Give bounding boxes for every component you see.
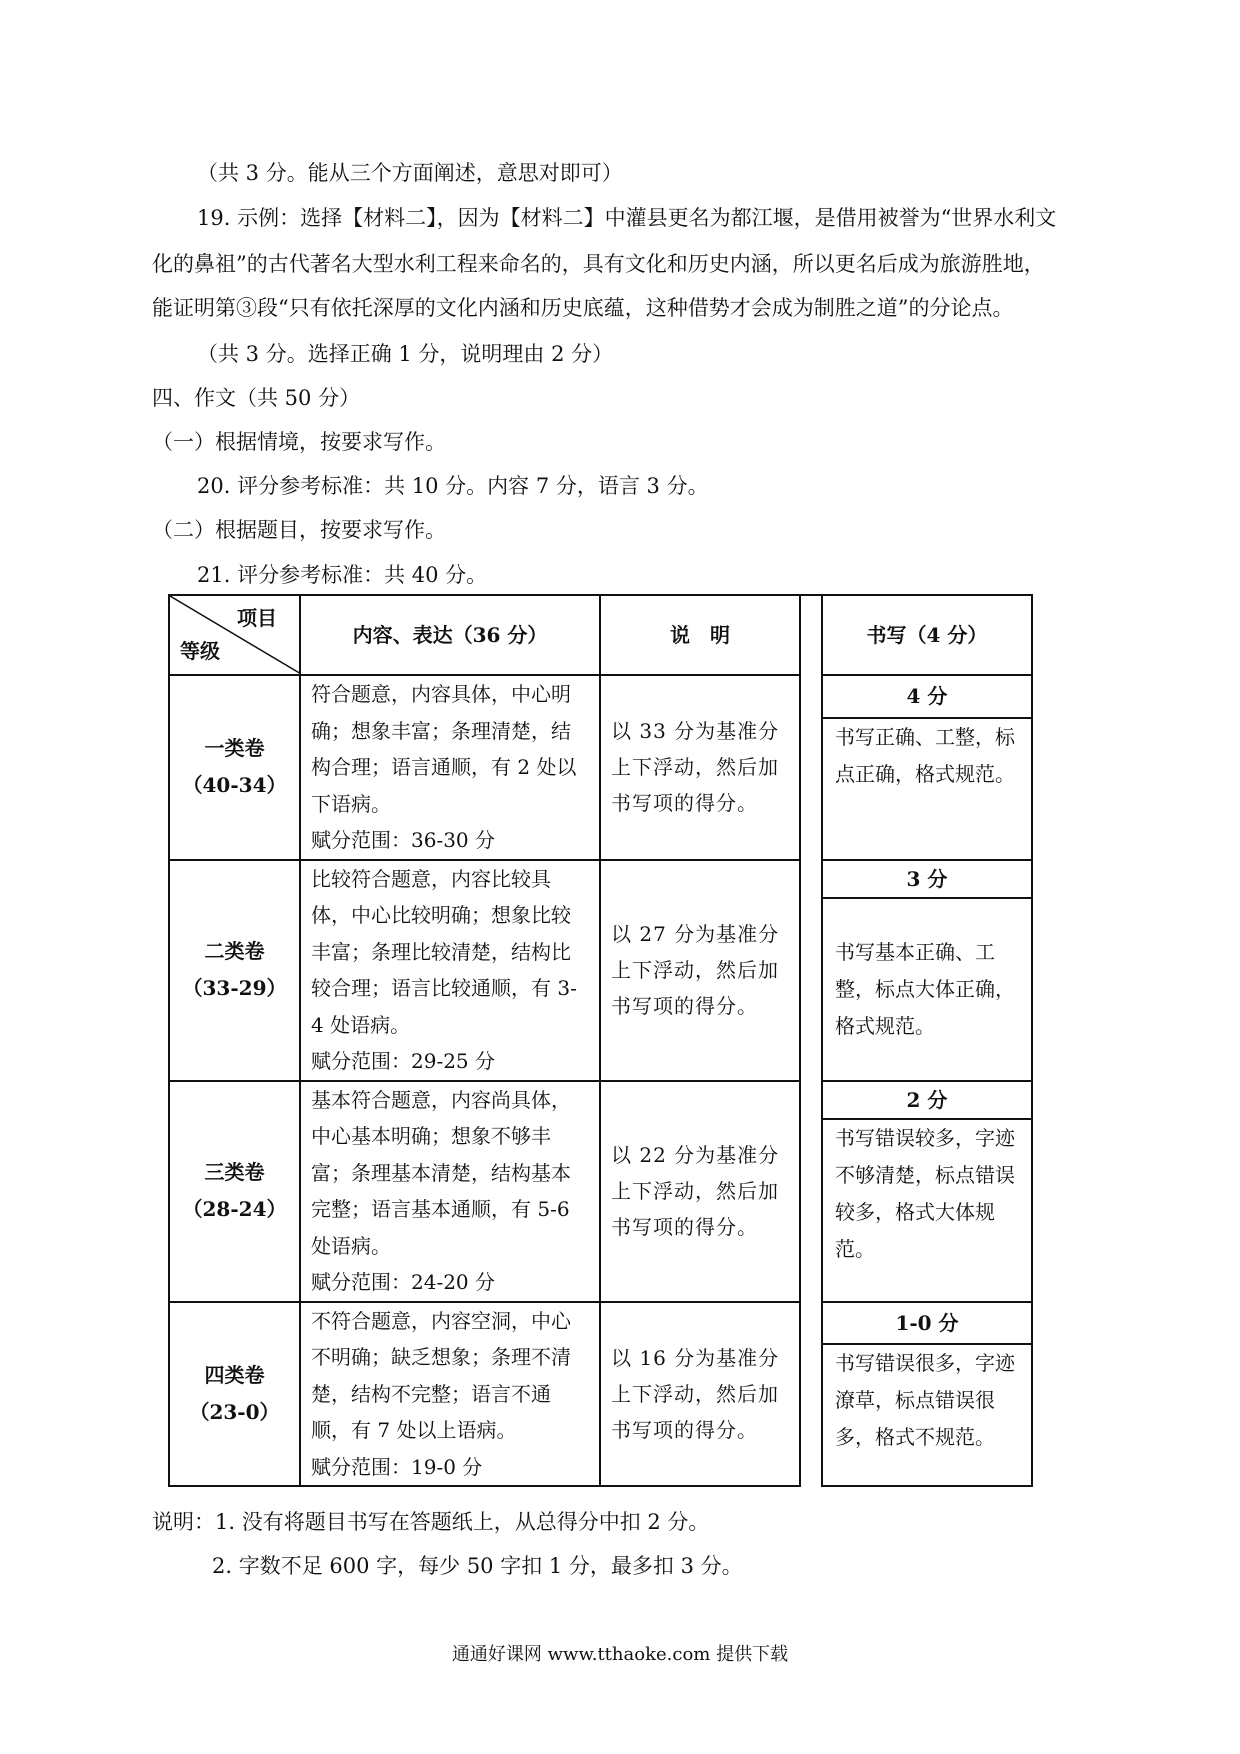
content-text: 比较符合题意，内容比较具体，中心比较明确；想象比较丰富；条理比较清楚，结构比较合理；语言比较通顺，有 3-4 处语病。 [311,866,577,1037]
content-cell-1 [300,675,600,860]
content-cell-2 [300,860,600,1081]
explain-cell-4: 以 16 分为基准分上下浮动，然后加书写项的得分。 [600,1302,800,1487]
line-q19-1: 19. 示例：选择【材料二】，因为【材料二】中灌县更名为都江堰，是借用被誉为“世界水利文 [197,206,1057,230]
write-desc-1: 书写正确、工整，标点正确，格式规范。 [822,718,1032,860]
content-range: 赋分范围：36-30 分 [311,828,496,852]
line-score-note-1: （共 3 分。能从三个方面阐述，意思对即可） [197,161,623,185]
write-score-3: 2 分 [822,1081,1032,1119]
table-header-row [169,595,1032,675]
write-score-4: 1-0 分 [822,1302,1032,1345]
write-desc-4: 书写错误很多，字迹潦草，标点错误很多，格式不规范。 [822,1344,1032,1486]
content-range: 赋分范围：29-25 分 [311,1049,496,1073]
note-1: 说明：1. 没有将题目书写在答题纸上，从总得分中扣 2 分。 [152,1510,710,1534]
content-text: 基本符合题意，内容尚具体，中心基本明确；想象不够丰富；条理基本清楚，结构基本完整；语言基本通顺，有 5-6 处语病。 [311,1087,571,1258]
level-name: 一类卷 [204,736,265,761]
header-writing: 书写（4 分） [822,595,1032,675]
content-text: 不符合题意，内容空洞，中心不明确；缺乏想象；条理不清楚，结构不完整；语言不通顺，有 7 处以上语病。 [311,1308,571,1442]
content-text: 符合题意，内容具体，中心明确；想象丰富；条理清楚，结构合理；语言通顺，有 2 处以下语病。 [311,682,577,816]
line-q19-3: 能证明第③段“只有依托深厚的文化内涵和历史底蕴，这种借势才会成为制胜之道”的分论点。 [152,296,1014,320]
level-name: 三类卷 [204,1160,265,1184]
content-range: 赋分范围：19-0 分 [311,1454,483,1479]
column-gap [800,595,822,1486]
table-row [169,860,1032,898]
level-range: （33-29） [182,976,287,1000]
subsection-two: （二）根据题目，按要求写作。 [152,518,446,542]
grading-table [168,594,1033,1487]
write-desc-3: 书写错误较多，字迹不够清楚，标点错误较多，格式大体规范。 [822,1119,1032,1302]
subsection-one: （一）根据情境，按要求写作。 [152,430,446,454]
table-row [169,675,1032,718]
section-title-essay: 四、作文（共 50 分） [152,386,361,410]
level-cell-3 [169,1081,300,1302]
line-q21: 21. 评分参考标准：共 40 分。 [197,563,488,587]
line-score-note-2: （共 3 分。选择正确 1 分，说明理由 2 分） [197,342,614,366]
header-item-label: 项目 [237,606,277,630]
content-cell-3 [300,1081,600,1302]
level-range: （23-0） [189,1399,280,1424]
explain-cell-3: 以 22 分为基准分上下浮动，然后加书写项的得分。 [600,1081,800,1302]
content-range: 赋分范围：24-20 分 [311,1270,496,1294]
write-desc-2: 书写基本正确、工整，标点大体正确，格式规范。 [822,898,1032,1081]
header-content: 内容、表达（36 分） [300,595,600,675]
page-footer: 通通好课网 www.tthaoke.com 提供下载 [451,1644,789,1665]
level-range: （28-24） [182,1197,287,1221]
header-level-label: 等级 [180,639,220,663]
level-cell-2 [169,860,300,1081]
table-row [169,1302,1032,1345]
header-diagonal-cell [169,595,300,675]
line-q20: 20. 评分参考标准：共 10 分。内容 7 分，语言 3 分。 [197,474,709,498]
content-cell-4 [300,1302,600,1487]
explain-cell-2: 以 27 分为基准分上下浮动，然后加书写项的得分。 [600,860,800,1081]
level-name: 四类卷 [204,1362,265,1387]
level-range: （40-34） [182,773,287,798]
level-cell-1 [169,675,300,860]
write-score-2: 3 分 [822,860,1032,898]
level-name: 二类卷 [204,939,265,963]
explain-cell-1: 以 33 分为基准分上下浮动，然后加书写项的得分。 [600,675,800,860]
header-explain: 说 明 [600,595,800,675]
level-cell-4 [169,1302,300,1487]
line-q19-2: 化的鼻祖”的古代著名大型水利工程来命名的，具有文化和历史内涵，所以更名后成为旅游胜地， [152,252,1045,276]
table-row [169,1081,1032,1119]
write-score-1: 4 分 [822,675,1032,718]
note-2: 2. 字数不足 600 字，每少 50 字扣 1 分，最多扣 3 分。 [212,1554,743,1578]
